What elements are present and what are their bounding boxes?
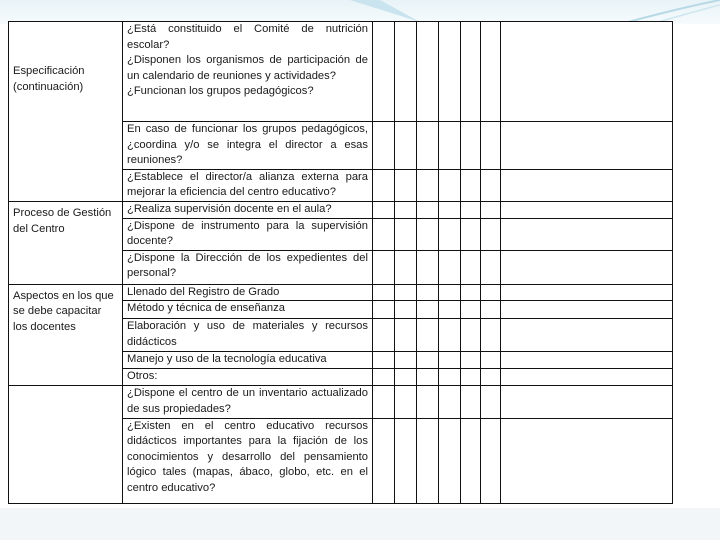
observations-cell[interactable] (501, 22, 673, 122)
checkbox-cell[interactable] (417, 218, 439, 250)
question-text: Manejo y uso de la tecnología educativa (127, 353, 327, 366)
checkbox-cell[interactable] (439, 169, 461, 201)
question-text: ¿Está constituido el Comité de nutrición escolar? (127, 23, 368, 51)
checkbox-cell[interactable] (481, 301, 501, 319)
checkbox-cell[interactable] (395, 218, 417, 250)
checkbox-cell[interactable] (439, 284, 461, 301)
observations-cell[interactable] (501, 418, 673, 503)
checkbox-cell[interactable] (373, 201, 395, 218)
checkbox-cell[interactable] (481, 250, 501, 284)
checkbox-cell[interactable] (373, 319, 395, 352)
checkbox-cell[interactable] (373, 369, 395, 386)
section-label-cell (9, 386, 123, 503)
checkbox-cell[interactable] (417, 22, 439, 122)
checkbox-cell[interactable] (395, 352, 417, 369)
checkbox-cell[interactable] (373, 22, 395, 122)
checkbox-cell[interactable] (395, 250, 417, 284)
observations-cell[interactable] (501, 352, 673, 369)
question-cell (123, 201, 373, 218)
checkbox-cell[interactable] (461, 369, 481, 386)
observations-cell[interactable] (501, 301, 673, 319)
question-cell (123, 352, 373, 369)
checkbox-cell[interactable] (373, 284, 395, 301)
checkbox-cell[interactable] (439, 418, 461, 503)
section-label-cell (9, 284, 123, 386)
observations-cell[interactable] (501, 218, 673, 250)
checkbox-cell[interactable] (439, 218, 461, 250)
question-cell (123, 301, 373, 319)
section-label-cell (9, 201, 123, 284)
section-label: Especificación (continuación) (13, 65, 85, 93)
question-text: ¿Establece el director/a alianza externa para mejorar la eficiencia del centro educativo? (127, 170, 368, 199)
checkbox-cell[interactable] (461, 22, 481, 122)
checklist-table-wrapper (8, 21, 674, 507)
checkbox-cell[interactable] (461, 218, 481, 250)
question-text: ¿Funcionan los grupos pedagógicos? (127, 85, 314, 98)
checklist-row (9, 386, 673, 418)
observations-cell[interactable] (501, 250, 673, 284)
checkbox-cell[interactable] (439, 201, 461, 218)
checkbox-cell[interactable] (417, 169, 439, 201)
question-text: Elaboración y uso de materiales y recursos didácticos (127, 320, 368, 348)
checkbox-cell[interactable] (481, 352, 501, 369)
observations-cell[interactable] (501, 169, 673, 201)
checkbox-cell[interactable] (417, 386, 439, 418)
checkbox-cell[interactable] (439, 319, 461, 352)
checkbox-cell[interactable] (461, 169, 481, 201)
checkbox-cell[interactable] (461, 122, 481, 170)
checkbox-cell[interactable] (439, 122, 461, 170)
checkbox-cell[interactable] (481, 122, 501, 170)
question-cell (123, 418, 373, 503)
question-cell (123, 122, 373, 170)
observations-cell[interactable] (501, 319, 673, 352)
question-cell (123, 386, 373, 418)
checkbox-cell[interactable] (395, 301, 417, 319)
checkbox-cell[interactable] (439, 386, 461, 418)
question-text: ¿Existen en el centro educativo recursos didácticos importantes para la fijación de los conocimientos y desarrollo del pensamiento lógico tales (mapas, ábaco, globo, etc. en el centro educativo? (127, 419, 368, 494)
checkbox-cell[interactable] (439, 352, 461, 369)
checkbox-cell[interactable] (461, 301, 481, 319)
question-cell (123, 319, 373, 352)
section-label: Proceso de Gestión del Centro (13, 206, 112, 235)
checkbox-cell[interactable] (373, 418, 395, 503)
checkbox-cell[interactable] (481, 22, 501, 122)
question-cell (123, 284, 373, 301)
checkbox-cell[interactable] (481, 218, 501, 250)
section-label: Aspectos en los que se debe capacitar los docentes (13, 289, 114, 333)
checkbox-cell[interactable] (417, 250, 439, 284)
checkbox-cell[interactable] (417, 201, 439, 218)
checkbox-cell[interactable] (395, 201, 417, 218)
checkbox-cell[interactable] (439, 369, 461, 386)
checkbox-cell[interactable] (461, 250, 481, 284)
checkbox-cell[interactable] (373, 169, 395, 201)
checkbox-cell[interactable] (417, 369, 439, 386)
checkbox-cell[interactable] (481, 369, 501, 386)
observations-cell[interactable] (501, 284, 673, 301)
checkbox-cell[interactable] (417, 352, 439, 369)
checkbox-cell[interactable] (395, 319, 417, 352)
checkbox-cell[interactable] (373, 301, 395, 319)
checkbox-cell[interactable] (461, 201, 481, 218)
checklist-row (9, 201, 673, 218)
checkbox-cell[interactable] (395, 369, 417, 386)
question-text: En caso de funcionar los grupos pedagógicos, ¿coordina y/o se integra el director a esas reuniones? (127, 123, 368, 167)
checkbox-cell[interactable] (439, 301, 461, 319)
question-cell (123, 218, 373, 250)
checkbox-cell[interactable] (481, 284, 501, 301)
observations-cell[interactable] (501, 122, 673, 170)
checkbox-cell[interactable] (417, 418, 439, 503)
checklist-row (9, 22, 673, 122)
checkbox-cell[interactable] (373, 352, 395, 369)
checkbox-cell[interactable] (481, 169, 501, 201)
checkbox-cell[interactable] (461, 319, 481, 352)
checkbox-cell[interactable] (395, 169, 417, 201)
question-cell (123, 22, 373, 122)
checkbox-cell[interactable] (417, 122, 439, 170)
checkbox-cell[interactable] (395, 418, 417, 503)
checkbox-cell[interactable] (461, 386, 481, 418)
question-text: ¿Disponen los organismos de participación de un calendario de reuniones y actividades? (127, 54, 368, 82)
question-text: ¿Dispone de instrumento para la supervisión docente? (127, 219, 368, 248)
checkbox-cell[interactable] (373, 218, 395, 250)
checkbox-cell[interactable] (481, 201, 501, 218)
checkbox-cell[interactable] (373, 250, 395, 284)
checkbox-cell[interactable] (395, 284, 417, 301)
checkbox-cell[interactable] (417, 284, 439, 301)
question-text: Llenado del Registro de Grado (127, 285, 280, 298)
checklist-table (8, 21, 673, 504)
question-text: Otros: (127, 370, 158, 383)
checkbox-cell[interactable] (481, 386, 501, 418)
checkbox-cell[interactable] (461, 284, 481, 301)
checkbox-cell[interactable] (395, 122, 417, 170)
slide-bottom-band (0, 508, 720, 540)
checkbox-cell[interactable] (417, 319, 439, 352)
checkbox-cell[interactable] (461, 352, 481, 369)
question-cell (123, 169, 373, 201)
question-text: ¿Dispone el centro de un inventario actualizado de sus propiedades? (127, 387, 368, 415)
checklist-row (9, 284, 673, 301)
checkbox-cell[interactable] (395, 22, 417, 122)
observations-cell[interactable] (501, 201, 673, 218)
question-text: ¿Dispone la Dirección de los expedientes del personal? (127, 251, 368, 280)
section-label-cell (9, 22, 123, 202)
checkbox-cell[interactable] (439, 22, 461, 122)
checkbox-cell[interactable] (417, 301, 439, 319)
checkbox-cell[interactable] (395, 386, 417, 418)
observations-cell[interactable] (501, 386, 673, 418)
checkbox-cell[interactable] (481, 319, 501, 352)
question-text: ¿Realiza supervisión docente en el aula? (127, 202, 332, 215)
observations-cell[interactable] (501, 369, 673, 386)
checkbox-cell[interactable] (439, 250, 461, 284)
question-text: Método y técnica de enseñanza (127, 302, 285, 315)
checkbox-cell[interactable] (481, 418, 501, 503)
checkbox-cell[interactable] (461, 418, 481, 503)
question-cell (123, 250, 373, 284)
checkbox-cell[interactable] (373, 386, 395, 418)
checkbox-cell[interactable] (373, 122, 395, 170)
checklist-body (9, 22, 673, 504)
question-cell (123, 369, 373, 386)
